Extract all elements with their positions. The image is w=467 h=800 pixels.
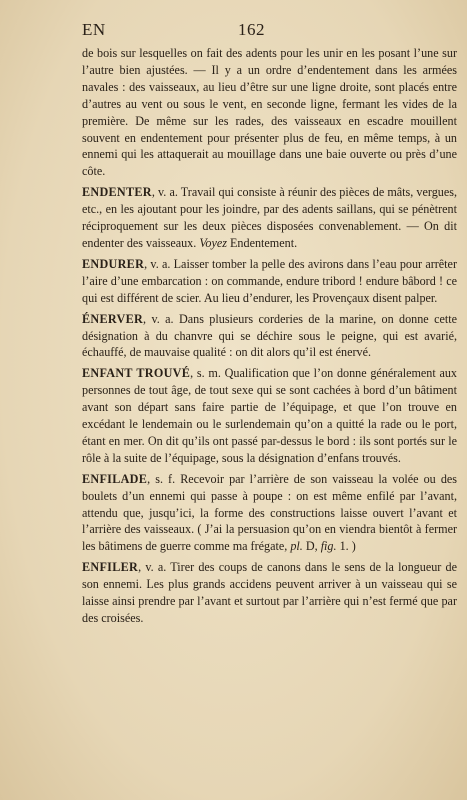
entry-enerver (82, 311, 457, 362)
definition: , v. a. Dans plusieurs corderies de la marine, on donne cette désignation à du chanvre qui se déchire sous le peigne, qui est avarié, échauffé, de mauvaise qualité : on dit alors qu’il est énervé. (82, 311, 457, 360)
definition: , s. f. Recevoir par l’arrière de son vaisseau la volée ou des boulets d’un ennemi qui passe à poupe : on est même enfilé par l’avant, attendu que, jusqu’ici, la forme des constructions laisse ouvert l’avant et l’arrière des vaisseaux. ( J’ai la persuasion qu’on en viendra bientôt à fermer les bâtimens de guerre comme ma frégate, (82, 471, 457, 554)
plate-reference: pl. (290, 539, 303, 554)
headword: ÉNERVER (82, 311, 144, 326)
definition: , v. a. Tirer des coups de canons dans le sens de la longueur de son ennemi. Les plus grands accidens peuvent arriver à un vaisseau qui se laisse ainsi prendre par l’avant et surtout par l’arrière qui n’est fermé que par des croisées. (82, 560, 457, 625)
entry-enfilade (82, 471, 457, 556)
intro-paragraph: de bois sur lesquelles on fait des adents pour les unir en les posant l’une sur l’autre bien ajustées. — Il y a un ordre d’endentement dans les armées navales : des vaisseaux, au lieu d’être sur une ligne droite, sont placés entre d’autres au vent ou sous le vent, en seconde ligne, fermant les vides de la première. De même sur les rades, des vaisseaux en escadre mouillent souvent en endentement pour présenter plus de feu, en même temps, à un ennemi qui les attaquerait au mouillage dans une baie ouverte ou près d’une côte. (82, 46, 457, 179)
definition: , s. m. Qualification que l’on donne généralement aux personnes de tout âge, de tout sexe qui se sont cachées à bord d’un bâtiment avant son départ sans faire partie de l’équipage, et que l’on trouve en excédant le lendemain ou le surlendemain qu’on a quitté la rade ou le port, étant en mer. On dit qu’ils ont passé par-dessus le bord : ils sont portés sur le rôle à la suite de l’équipage, sous la désignation d’enfans trouvés. (82, 366, 458, 465)
page-number: 162 (238, 20, 265, 39)
definition: , v. a. Travail qui consiste à réunir des pièces de mâts, vergues, etc., en les ajoutant pour les joindre, par des adents saillans, qui se pénètrent réciproquement sur les deux pièces disposées convenablement. — On dit endenter des vaisseaux. (82, 185, 457, 250)
plate-letter: D, (302, 539, 321, 554)
headword: ENFANT TROUVÉ (82, 366, 191, 381)
figure-reference: fig. (320, 539, 337, 554)
headword: ENFILER (82, 560, 139, 575)
definition-end: 1. ) (336, 539, 356, 554)
running-header (82, 20, 447, 42)
entry-enfiler (82, 559, 457, 627)
headword: ENDURER (82, 256, 145, 271)
dictionary-text (82, 45, 457, 627)
header-word: EN (82, 20, 106, 39)
definition-end: Endentement. (226, 235, 298, 250)
entry-enfant-trouve (82, 365, 457, 466)
entry-endenter (82, 184, 457, 252)
headword: ENFILADE (82, 471, 148, 486)
entry-endurer (82, 256, 457, 307)
definition: , v. a. Laisser tomber la pelle des avirons dans l’eau pour arrêter l’aire d’une embarcation : on commande, endure tribord ! endure bâbord ! ce qui est différent de scier. Au lieu d’endurer, les Provençaux disent palper. (82, 256, 457, 305)
headword: ENDENTER (82, 185, 152, 200)
see-reference: Voyez (199, 235, 227, 250)
